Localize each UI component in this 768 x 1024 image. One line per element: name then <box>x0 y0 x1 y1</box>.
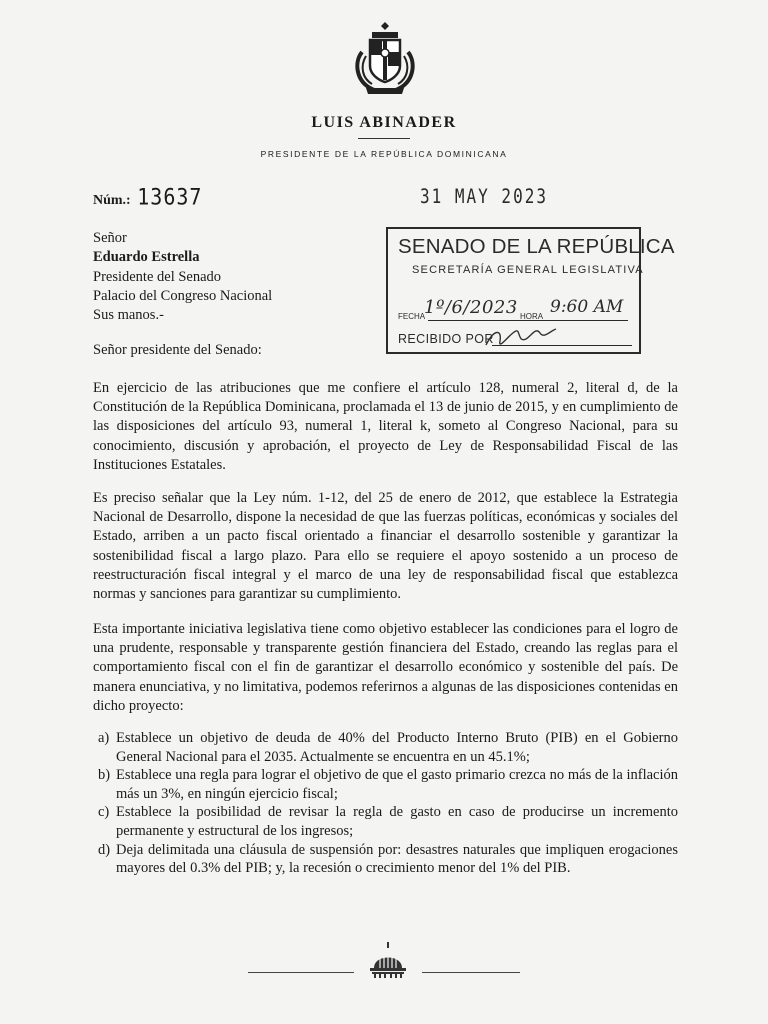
stamp-fecha-line <box>428 320 628 321</box>
list-item <box>93 803 678 840</box>
body-paragraph: Esta importante iniciativa legislativa tiene como objetivo establecer las condiciones para el logro de una prudente, responsable y transparente gestión financiera del Estado, creando las reglas para el comportamiento fiscal con el fin de garantizar el desarrollo económico y sostenible del país. De manera enunciativa, y no limitativa, podemos referirnos a algunas de las disposiciones contenidas en dicho proyecto: <box>93 621 678 714</box>
list-item-text: Deja delimitada una cláusula de suspensión por: desastres naturales que impliquen erogaciones mayores del 0.3% del PIB; y, la recesión o crecimiento menor del 1% del PIB. <box>116 841 678 877</box>
sender-divider <box>358 138 410 139</box>
coat-of-arms-icon <box>352 22 418 96</box>
provisions-list <box>93 729 678 878</box>
list-marker: d) <box>98 841 111 858</box>
list-marker: b) <box>98 767 111 784</box>
list-item-text: Establece la posibilidad de revisar la regla de gasto en caso de producirse un incremento permanente y estructural de los ingresos; <box>116 804 678 839</box>
stamp-subtitle: SECRETARÍA GENERAL LEGISLATIVA <box>412 264 644 276</box>
recipient-line: Señor <box>93 230 127 246</box>
stamp-recibido-label: RECIBIDO POR <box>398 332 494 346</box>
recipient-name: Eduardo Estrella <box>93 249 200 266</box>
stamp-date-handwritten: 1º/6/2023 <box>424 297 518 318</box>
congress-dome-icon <box>366 942 410 978</box>
body-paragraph: En ejercicio de las atribuciones que me confiere el artículo 128, numeral 2, literal d, de la Constitución de la República Dominicana, proclamada el 13 de junio de 2015, y en cumplimiento de las disposiciones del artículo 93, numeral 1, literal k, someto al Congreso Nacional, para su conocimiento, discusión y aprobación, el proyecto de Ley de Responsabilidad Fiscal de las Instituciones Estatales. <box>93 380 678 473</box>
reference-label: Núm.: <box>93 193 131 208</box>
signature-scribble-icon <box>480 323 570 353</box>
salutation: Señor presidente del Senado: <box>93 342 262 358</box>
stamp-time-handwritten: 9:60 AM <box>550 297 624 317</box>
list-item-text: Establece una regla para lograr el objetivo de que el gasto primario crezca no más de la inflación más un 3%, en ningún ejercicio fiscal; <box>116 767 678 802</box>
list-item <box>93 766 678 803</box>
footer-rule-right <box>422 972 520 973</box>
stamp-fecha-label: FECHA <box>398 312 426 321</box>
reference-number-value: 13637 <box>137 183 203 211</box>
footer-rule-left <box>248 972 354 973</box>
body-paragraph: Es preciso señalar que la Ley núm. 1-12, del 25 de enero de 2012, que establece la Estrategia Nacional de Desarrollo, dispone la necesidad de que las fuerzas políticas, económicas y sociales del Estado, arriben a un pacto fiscal orientado a financiar el desarrollo sostenible y garantizar la sostenibilidad fiscal a largo plazo. Para ello se requiere el apoyo sostenido a un proceso de reestructuración fiscal integral y el marco de una ley de responsabilidad fiscal que establezca normas y sanciones para garantizar su cumplimiento. <box>93 490 678 603</box>
sender-name: LUIS ABINADER <box>311 114 457 131</box>
list-marker: c) <box>98 804 110 821</box>
sender-title: PRESIDENTE DE LA REPÚBLICA DOMINICANA <box>260 149 508 159</box>
list-marker: a) <box>98 730 110 746</box>
date-stamp: 31 MAY 2023 <box>420 185 548 208</box>
recipient-line: Presidente del Senado <box>93 268 222 285</box>
list-item-text: Establece un objetivo de deuda de 40% del Producto Interno Bruto (PIB) en el Gobierno General Nacional para el 2035. Actualmente se encuentra en un 45.1%; <box>116 730 678 765</box>
recipient-line: Sus manos.- <box>93 307 164 324</box>
stamp-hora-label: HORA <box>520 312 544 321</box>
reference-number <box>93 185 202 209</box>
list-item <box>93 729 678 766</box>
list-item <box>93 841 678 878</box>
recipient-block <box>93 229 272 325</box>
stamp-title: SENADO DE LA REPÚBLICA <box>398 235 675 258</box>
received-stamp <box>386 227 675 354</box>
recipient-line: Palacio del Congreso Nacional <box>93 287 273 304</box>
